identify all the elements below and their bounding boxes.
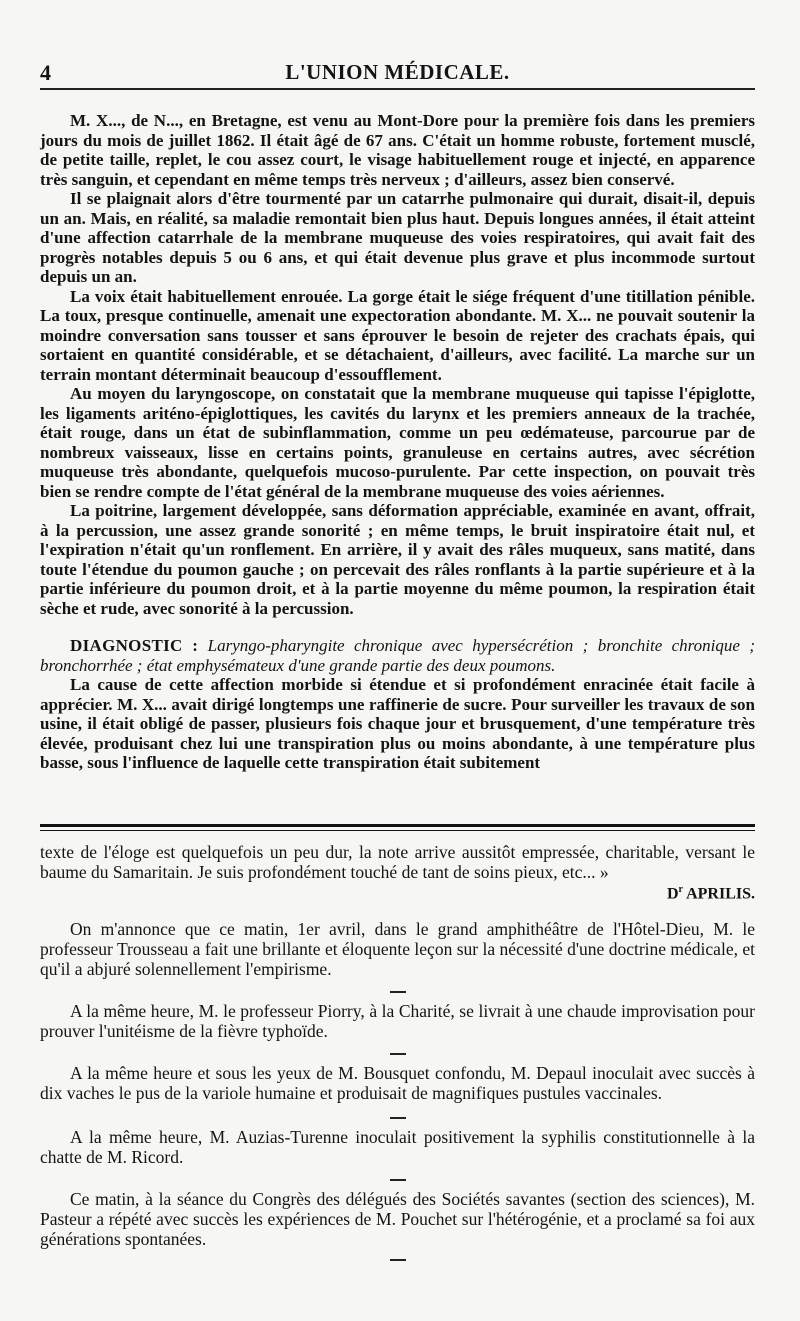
signature-name: APRILIS.: [682, 885, 755, 903]
case-report: [40, 111, 755, 773]
feuilleton-separator-thin: [40, 830, 755, 831]
feuilleton-separator: [40, 824, 755, 827]
case-paragraph: La poitrine, largement développée, sans déformation appréciable, examinée en avant, offrait, à la percussion, une assez grande sonorité ; en même temps, le bruit inspiratoire était nul, et l'expiration n'était qu'un ronflement. En arrière, il y avait des râles muqueux, sans matité, dans toute l'étendue du poumon gauche ; on percevait des râles ronflants à la partie supérieure et à la partie inférieure du poumon droit, et à la partie moyenne du même poumon, la respiration était sèche et rude, avec sonorité à la percussion.: [40, 501, 755, 618]
diagnostic-paragraph: [40, 636, 755, 675]
journal-title: L'UNION MÉDICALE.: [285, 60, 510, 84]
feuilleton: [40, 842, 755, 1261]
cause-paragraph: La cause de cette affection morbide si étendue et si profondément enracinée était facile à apprécier. M. X... avait dirigé longtemps une raffinerie de sucre. Pour surveiller les travaux de son usine, il était obligé de passer, plusieurs fois chaque jour et brusquement, d'une température très élevée, produisant chez lui une transpiration plus ou moins abondante, à une température plus basse, sous l'influence de laquelle cette transpiration était subitement: [40, 675, 755, 772]
running-header: [40, 60, 755, 84]
page-number: 4: [40, 60, 51, 85]
diagnostic-text: Laryngo-pharyngite chronique avec hypersécrétion ; bronchite chronique ; bronchorrhée ; état emphysémateux d'une grande partie des deux poumons.: [40, 636, 756, 675]
news-item: Ce matin, à la séance du Congrès des délégués des Sociétés savantes (section des sciences), M. Pasteur a répété avec succès les expériences de M. Pouchet sur l'hétérogénie, et a proclamé sa foi aux générations spontanées.: [40, 1189, 755, 1250]
case-paragraph: La voix était habituellement enrouée. La gorge était le siége fréquent d'une titillation pénible. La toux, presque continuelle, amenait une expectoration abondante. M. X... ne pouvait soutenir la moindre conversation sans tousser et sans éprouver le besoin de rejeter des crachats épais, qui sortaient en quantité considérable, et se détachaient, d'ailleurs, avec facilité. La marche sur un terrain montant déterminait beaucoup d'essoufflement.: [40, 286, 755, 384]
case-paragraph: Au moyen du laryngoscope, on constatait que la membrane muqueuse qui tapisse l'épiglotte, les ligaments ariténo-épiglottiques, les cavités du larynx et les premiers anneaux de la trachée, était rouge, dans un état de subinflammation, comme un peu œdémateuse, parcourue par de nombreux vaisseaux, lisse en certains points, granuleuse en certains autres, avec sécrétion muqueuse très abondante, quelquefois mucoso-purulente. Par cette inspection, on pouvait très bien se rendre compte de l'état général de la membrane muqueuse des voies aériennes.: [40, 384, 755, 501]
news-item: A la même heure et sous les yeux de M. Bousquet confondu, M. Depaul inoculait avec succès à dix vaches le pus de la variole humaine et produisait de magnifiques pustules vaccinales.: [40, 1063, 755, 1104]
signature-prefix: D: [666, 885, 679, 903]
diagnostic-label: DIAGNOSTIC :: [70, 636, 199, 655]
signature: [40, 884, 755, 903]
case-paragraph: M. X..., de N..., en Bretagne, est venu au Mont-Dore pour la première fois dans les premiers jours du mois de juillet 1862. Il était âgé de 67 ans. C'était un homme robuste, fortement musclé, de petite taille, replet, le cou assez court, le visage habituellement rouge et injecté, en apparence très sanguin, et cependant en même temps très nerveux ; d'ailleurs, assez bien conservé.: [40, 111, 755, 189]
feuilleton-continuation: texte de l'éloge est quelquefois un peu dur, la note arrive aussitôt empressée, charitable, versant le baume du Samaritain. Je suis profondément touché de tant de soins pieux, etc... »: [40, 842, 755, 882]
news-item: A la même heure, M. le professeur Piorry, à la Charité, se livrait à une chaude improvisation pour prouver l'unitéisme de la fièvre typhoïde.: [40, 1001, 755, 1042]
news-item: On m'annonce que ce matin, 1er avril, dans le grand amphithéâtre de l'Hôtel-Dieu, M. le professeur Trousseau a fait une brillante et éloquente leçon sur la nécessité d'une doctrine médicale, et qu'il a abjuré solennellement l'empirisme.: [40, 919, 755, 980]
case-paragraph: Il se plaignait alors d'être tourmenté par un catarrhe pulmonaire qui durait, disait-il, depuis un an. Mais, en réalité, sa maladie remontait bien plus haut. Depuis longues années, il était atteint d'une affection catarrhale de la membrane muqueuse des voies respiratoires, qui avait fait des progrès notables depuis 5 ou 6 ans, et qui était devenue plus grave et plus incommode surtout depuis un an.: [40, 189, 755, 286]
news-item: A la même heure, M. Auzias-Turenne inoculait positivement la syphilis constitutionnelle à la chatte de M. Ricord.: [40, 1127, 755, 1168]
separator-dash: [390, 1259, 406, 1261]
header-rule: [40, 88, 755, 90]
signature-sup: r: [678, 884, 683, 895]
